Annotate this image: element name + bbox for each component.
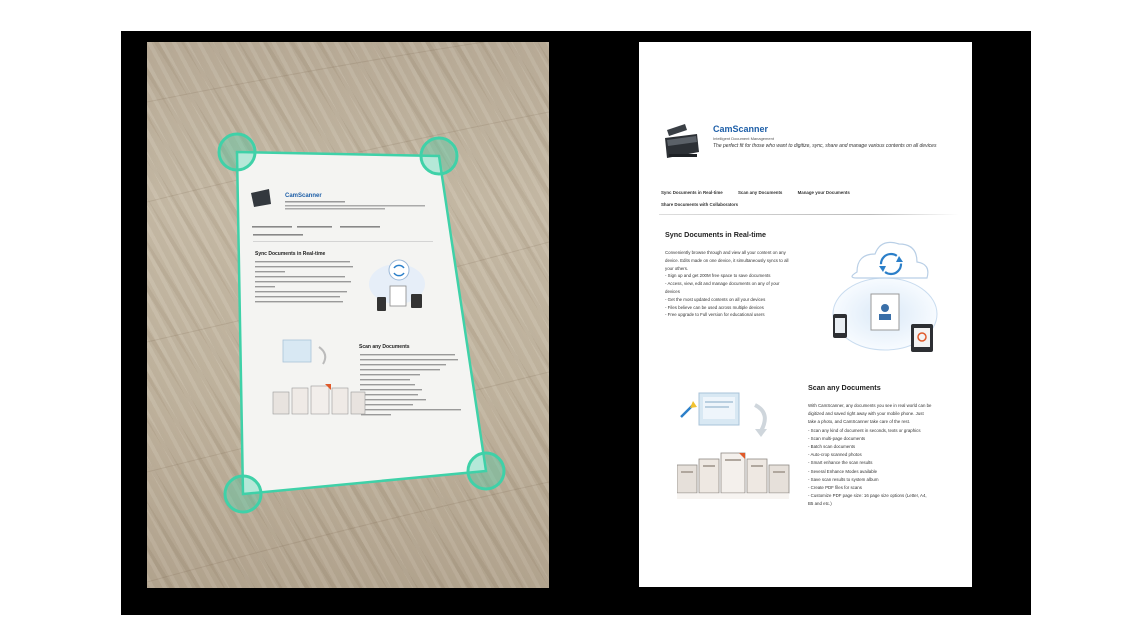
section2-title: Scan any Documents: [808, 383, 881, 392]
section1-body: [665, 249, 815, 319]
section1-line: - Get the most updated contents on all your devices: [665, 296, 766, 302]
section1-line: - Access, view, edit and manage documents on any of your: [665, 281, 780, 287]
brand-subtitle: Intelligent Document Management: [713, 136, 774, 141]
section2-body: [808, 402, 958, 509]
nav-item-share: Share Documents with Collaborators: [661, 202, 739, 207]
crop-handle-bottom-left[interactable]: [225, 476, 261, 512]
scan-documents-illustration: [677, 387, 802, 507]
mini-section2-title: Scan any Documents: [359, 344, 410, 350]
brand-tagline: The perfect fit for those who want to digitize, sync, share and manage various contents on all devices: [713, 143, 937, 149]
section2-line: B5 and etc.): [808, 501, 832, 507]
section2-line: take a photo, and CamScanner take care of the rest.: [808, 419, 911, 425]
section1-line: - Files believe can be used across multiple devices: [665, 304, 764, 310]
crop-overlay: [147, 42, 549, 588]
section2-line: - Customize PDF page size: 16 page size options (Letter, A4,: [808, 493, 927, 499]
section2-line: - Several Enhance Modes available: [808, 468, 878, 474]
section1-line: devices: [665, 288, 680, 294]
section1-line: Conveniently browse through and view all your content on any: [665, 250, 786, 255]
divider: [659, 214, 959, 215]
crop-handle-top-left[interactable]: [219, 134, 255, 170]
section1-line: - Sign up and get 200M free space to save documents: [665, 273, 771, 279]
section1-line: - Free upgrade to Full version for educational users: [665, 312, 765, 318]
section1-line: your others.: [665, 265, 689, 271]
brand-block: [713, 124, 963, 150]
camera-crop-view: [147, 42, 549, 588]
section2-line: digitized and saved right away with your mobile phone. Just: [808, 411, 924, 417]
section2-line: - Smart enhance the scan results: [808, 460, 873, 466]
scanner-logo-icon: [663, 122, 701, 162]
section2-line: With CamScanner, any documents you see in real world can be: [808, 403, 932, 408]
section2-line: - Save scan results to system album: [808, 476, 879, 482]
section2-line: - Batch scan documents: [808, 444, 856, 450]
brand-name: CamScanner: [713, 124, 769, 134]
crop-handle-bottom-right[interactable]: [468, 453, 504, 489]
section2-line: - Auto-crop scanned photos: [808, 452, 862, 458]
nav-item-sync: Sync Documents in Real-time: [661, 190, 723, 195]
captured-document: [237, 152, 486, 494]
section2-line: - Scan multi-page documents: [808, 435, 866, 441]
section1-line: device. Edits made on one device, it simultaneously syncs to all: [665, 257, 789, 263]
section2-line: - Create PDF files for scans: [808, 485, 862, 491]
mini-brand: CamScanner: [285, 193, 322, 199]
section2-line: - Scan any kind of document in seconds, texts or graphics: [808, 427, 921, 433]
cloud-sync-illustration: [827, 232, 947, 360]
nav-item-scan: Scan any Documents: [737, 190, 783, 195]
mini-section1-title: Sync Documents in Real-time: [255, 251, 326, 257]
doc-nav: [661, 190, 951, 214]
scanned-document: [639, 42, 972, 587]
section1-title: Sync Documents in Real-time: [665, 230, 767, 239]
crop-handle-top-right[interactable]: [421, 138, 457, 174]
nav-item-manage: Manage your Documents: [797, 190, 850, 195]
